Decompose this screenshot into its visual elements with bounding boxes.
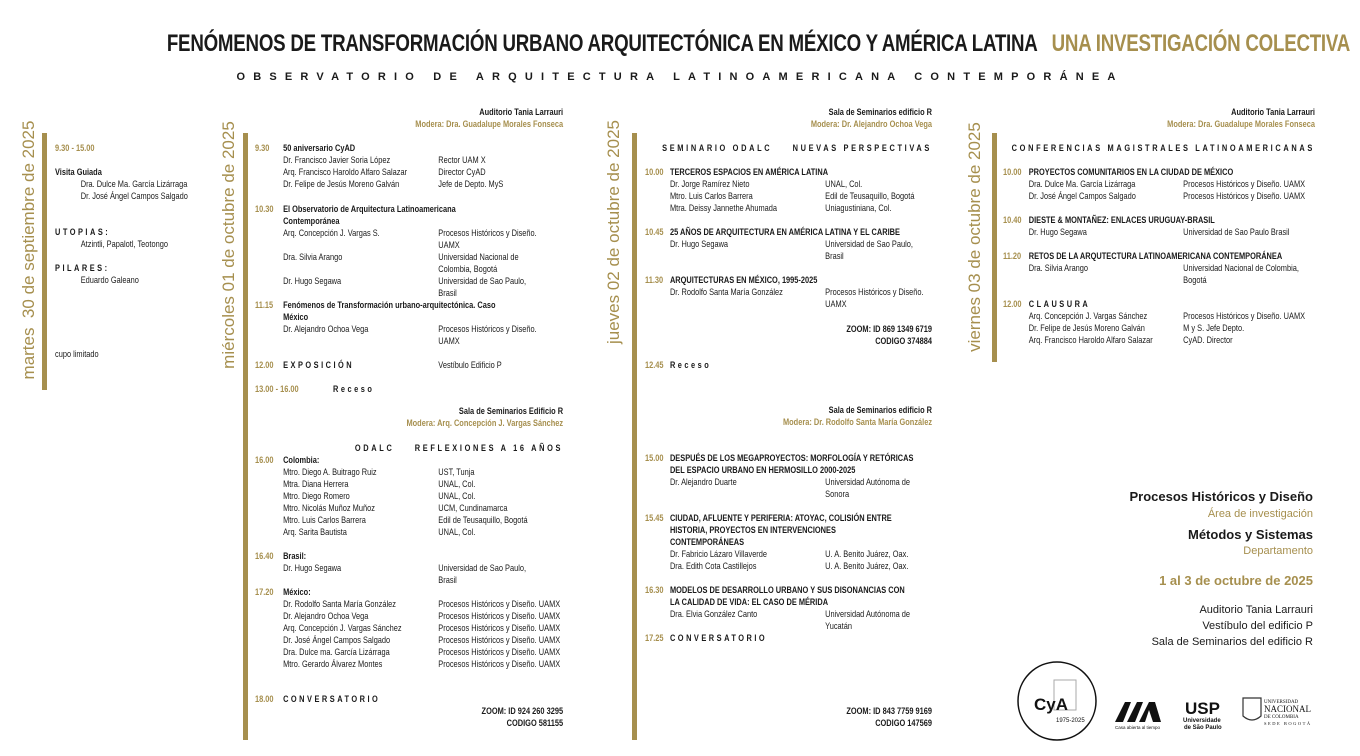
person-row: [55, 275, 242, 287]
person-affiliation: Procesos Históricos y Diseño. UAMX: [1183, 191, 1306, 202]
section-heading: [255, 443, 563, 455]
session-title-row: [645, 360, 932, 372]
session-title: Fenómenos de Transformación urbano-arquitectónica. Caso México: [283, 300, 496, 323]
session-time: 12.45: [645, 360, 664, 371]
section-heading-part: CONFERENCIAS MAGISTRALES LATINOAMERICANAS: [1011, 143, 1315, 154]
person-affiliation: Procesos Históricos y Diseño. UAMX: [438, 228, 537, 251]
person-affiliation: Procesos Históricos y Diseño. UAMX: [438, 635, 561, 646]
schedule-session: [645, 633, 932, 645]
person-row: [645, 203, 932, 215]
schedule-zoom: [645, 706, 932, 730]
title-main: FENÓMENOS DE TRANSFORMACIÓN URBANO ARQUITECTÓNICA EN MÉXICO Y AMÉRICA LATINA: [166, 30, 1038, 57]
person-name: Mtro. Diego A. Buitrago Ruiz: [283, 467, 377, 478]
person-name: Dr. Alejandro Duarte: [669, 477, 737, 488]
person-row: [255, 503, 563, 515]
session-time: 10.40: [1003, 215, 1022, 226]
session-title-row: [255, 551, 563, 563]
person-name: Arq. Concepción J. Vargas Sánchez: [1028, 311, 1148, 322]
person-affiliation: U. A. Benito Juárez, Oax.: [825, 549, 909, 560]
area-name: Procesos Históricos y Diseño: [1129, 489, 1313, 504]
schedule-heading: [645, 143, 932, 155]
day-column-4: [1003, 107, 1315, 347]
person-row: [1003, 263, 1315, 287]
person-affiliation: Universidad de Sao Paulo, Brasil: [825, 239, 913, 262]
person-name: Dr. Rodolfo Santa María González: [669, 287, 783, 298]
person-name: Dr. Hugo Segawa: [669, 239, 729, 250]
person-affiliation: UNAL, Col.: [438, 491, 476, 502]
person-name: Mtro. Luis Carlos Barrera: [283, 515, 366, 526]
unal-logo: [1240, 694, 1316, 728]
day-column-1: [55, 143, 242, 361]
note-text: cupo limitado: [55, 349, 99, 360]
area-label: Área de investigación: [1207, 508, 1313, 520]
person-name: Dr. José Ángel Campos Salgado: [1028, 191, 1136, 202]
person-row: [255, 276, 563, 300]
person-affiliation: Jefe de Depto. MyS: [438, 179, 504, 190]
session-time: 11.15: [255, 300, 274, 311]
section-heading-part: ODALC: [354, 443, 395, 454]
person-row: [645, 609, 932, 633]
person-row: [1003, 179, 1315, 191]
person-affiliation: Universidad de Sao Paulo, Brasil: [438, 276, 527, 299]
schedule-session: [255, 551, 563, 587]
person-row: [255, 515, 563, 527]
person-row: [255, 623, 563, 635]
person-affiliation: CyAD. Director: [1183, 335, 1233, 346]
session-time: 15.45: [645, 513, 664, 524]
zoom-id: ZOOM: ID 924 260 3295: [481, 706, 564, 717]
person-name: Dr. Francisco Javier Soria López: [283, 155, 391, 166]
person-affiliation: Procesos Históricos y Diseño. UAMX: [438, 623, 561, 634]
session-title: Receso: [333, 384, 375, 395]
person-row: [255, 155, 563, 167]
uam-logo: [1113, 698, 1163, 734]
person-row: [255, 659, 563, 671]
event-dates: 1 al 3 de octubre de 2025: [1159, 573, 1313, 588]
session-title: 50 aniversario CyAD: [283, 143, 356, 154]
schedule-session: [645, 360, 932, 372]
zoom-id: ZOOM: ID 843 7759 9169: [846, 706, 933, 717]
person-affiliation: UNAL, Col.: [825, 179, 863, 190]
venue-name: Auditorio Tania Larrauri: [479, 107, 564, 118]
session-title: CIUDAD, AFLUENTE Y PERIFERIA: ATOYAC, COLISIÓN ENTRE HISTORIA, PROYECTOS EN INTERVENCIONES CONTEMPORÁNEAS: [669, 513, 892, 548]
person-name: Dra. Silvia Arango: [1028, 263, 1089, 274]
person-name: Arq. Concepción J. Vargas Sánchez: [283, 623, 402, 634]
session-time: 16.00: [255, 455, 274, 466]
schedule-venue: [255, 107, 563, 131]
section-heading-part: NUEVAS PERSPECTIVAS: [792, 143, 933, 154]
schedule-session: [255, 455, 563, 539]
session-title-row: [255, 204, 563, 228]
unal-logo-line3: DE COLOMBIA: [1264, 715, 1299, 720]
session-title: TERCEROS ESPACIOS EN AMÉRICA LATINA: [669, 167, 829, 178]
venue-name: Sala de Seminarios Edificio R: [458, 406, 564, 417]
schedule-session: [645, 275, 932, 311]
person-affiliation: Universidad de Sao Paulo, Brasil: [438, 563, 527, 586]
person-name: Dr. Felipe de Jesús Moreno Galván: [1028, 323, 1145, 334]
person-affiliation: Edil de Teusaquillo, Bogotá: [438, 515, 528, 526]
person-affiliation: Universidad Nacional de Colombia, Bogotá: [1183, 263, 1299, 286]
usp-logo-text1: Universidade: [1183, 718, 1221, 724]
person-row: [55, 191, 242, 203]
schedule-text: [55, 349, 242, 361]
person-name: Dra. Dulce Ma. García Lizárraga: [80, 179, 188, 190]
session-title-row: [645, 227, 932, 239]
person-row: [255, 611, 563, 623]
schedule-session: [255, 694, 563, 706]
day-date-3: jueves 02 de octubre de 2025: [604, 120, 623, 345]
session-title-row: [1003, 215, 1315, 227]
session-title: Receso: [669, 360, 712, 371]
person-affiliation: Director CyAD: [438, 167, 486, 178]
schedule-heading: [1003, 143, 1315, 155]
session-title: México:: [283, 587, 311, 598]
schedule-session: [255, 300, 563, 348]
person-row: [255, 179, 563, 191]
person-affiliation: Universidad de Sao Paulo Brasil: [1183, 227, 1290, 238]
day-bar-3: [632, 133, 637, 740]
session-title-row: [255, 360, 563, 372]
session-title-row: [255, 300, 563, 324]
session-title: ARQUITECTURAS EN MÉXICO, 1995-2025: [669, 275, 818, 286]
cyad-logo-years: 1975-2025: [1056, 718, 1085, 724]
session-time: 17.20: [255, 587, 274, 598]
item-title-row: [55, 263, 242, 275]
session-title: CONVERSATORIO: [669, 633, 768, 644]
person-name: Dr. Hugo Segawa: [283, 276, 342, 287]
person-row: [255, 479, 563, 491]
person-name: Arq. Sarita Bautista: [283, 527, 347, 538]
person-row: [1003, 191, 1315, 203]
day-bar-4: [992, 133, 997, 362]
cyad-logo: [1016, 660, 1098, 742]
unal-logo-line4: SEDE BOGOTÁ: [1264, 721, 1312, 726]
department-name: Métodos y Sistemas: [1188, 527, 1313, 542]
person-name: Dr. Alejandro Ochoa Vega: [283, 611, 369, 622]
usp-logo-text2: de São Paulo: [1184, 725, 1222, 731]
person-row: [255, 324, 563, 348]
unal-logo-line1: UNIVERSIDAD: [1264, 700, 1299, 705]
session-time: 11.30: [645, 275, 664, 286]
session-place: Vestíbulo Edificio P: [438, 360, 502, 371]
item-title: Visita Guiada: [55, 167, 102, 178]
session-time: 10.45: [645, 227, 664, 238]
person-affiliation: Procesos Históricos y Diseño. UAMX: [825, 287, 924, 310]
schedule-venue: [645, 107, 932, 131]
person-row: [255, 228, 563, 252]
schedule-session: [645, 513, 932, 573]
person-affiliation: Edil de Teusaquillo, Bogotá: [825, 191, 915, 202]
person-name: Dra. Dulce ma. García Lizárraga: [283, 647, 390, 658]
session-title-row: [645, 633, 932, 645]
person-row: [255, 527, 563, 539]
zoom-code: CODIGO 581155: [506, 718, 564, 729]
session-title: DESPUÉS DE LOS MEGAPROYECTOS: MORFOLOGÍA Y RETÓRICAS DEL ESPACIO URBANO EN HERMOSILLO 2000-2025: [669, 453, 914, 476]
person-name: Dr. Hugo Segawa: [283, 563, 342, 574]
day-column-2: [255, 107, 563, 730]
zoom-code: CODIGO 147569: [875, 718, 933, 729]
schedule-session: [255, 143, 563, 191]
person-row: [255, 563, 563, 587]
person-row: [1003, 323, 1315, 335]
person-affiliation: Procesos Históricos y Diseño. UAMX: [438, 647, 561, 658]
person-row: [1003, 227, 1315, 239]
person-name: Dr. Alejandro Ochoa Vega: [283, 324, 369, 335]
schedule-session: [255, 587, 563, 671]
session-title-row: [255, 694, 563, 706]
moderator: Modera: Dra. Guadalupe Morales Fonseca: [415, 119, 564, 130]
uam-logo-text: Casa abierta al tiempo: [1115, 725, 1161, 730]
session-title: Colombia:: [283, 455, 320, 466]
schedule-session: [645, 453, 932, 501]
person-name: Dr. Felipe de Jesús Moreno Galván: [283, 179, 400, 190]
session-time: 13.00 - 16.00: [255, 384, 299, 395]
schedule-venue: [1003, 107, 1315, 131]
person-name: Mtra. Deissy Jannethe Ahumada: [669, 203, 778, 214]
person-row: [55, 239, 242, 251]
person-row: [255, 252, 563, 276]
person-name: Dr. Rodolfo Santa María González: [283, 599, 396, 610]
person-affiliation: M y S. Jefe Depto.: [1183, 323, 1245, 334]
schedule-session: [645, 227, 932, 263]
schedule-item: [55, 227, 242, 251]
section-heading-part: SEMINARIO ODALC: [662, 143, 773, 154]
session-title-row: [1003, 167, 1315, 179]
session-time: 16.30: [645, 585, 664, 596]
person-name: Dra. Silvia Arango: [283, 252, 343, 263]
person-name: Dr. Jorge Ramírez Nieto: [669, 179, 750, 190]
person-affiliation: Procesos Históricos y Diseño. UAMX: [1183, 179, 1306, 190]
person-name: Eduardo Galeano: [80, 275, 139, 286]
person-affiliation: Uniagustiniana, Col.: [825, 203, 892, 214]
person-name: Dra. Edith Cota Castillejos: [669, 561, 757, 572]
session-title: PROYECTOS COMUNITARIOS EN LA CIUDAD DE MÉXICO: [1028, 167, 1234, 178]
schedule-session: [255, 360, 563, 372]
session-time: 9.30 - 15.00: [55, 143, 95, 154]
session-title: RETOS DE LA ARQUTECTURA LATINOAMERICANA CONTEMPORÁNEA: [1028, 251, 1283, 262]
schedule-session: [1003, 251, 1315, 287]
person-name: Dr. Fabricio Lázaro Villaverde: [669, 549, 768, 560]
person-row: [255, 491, 563, 503]
moderator: Modera: Dra. Guadalupe Morales Fonseca: [1167, 119, 1315, 130]
day-bar-2: [243, 133, 248, 740]
person-name: Mtro. Diego Romero: [283, 491, 350, 502]
schedule-session: [255, 204, 563, 300]
person-affiliation: Procesos Históricos y Diseño. UAMX: [438, 659, 561, 670]
schedule-venue: [645, 405, 932, 429]
cyad-logo-text: CyA: [1034, 695, 1069, 714]
venue-2: Vestíbulo del edificio P: [1202, 620, 1313, 632]
person-row: [255, 635, 563, 647]
day-bar-1: [42, 133, 47, 390]
session-time: 9.30: [255, 143, 270, 154]
person-affiliation: Universidad Autónoma de Yucatán: [825, 609, 911, 632]
session-time: 10.00: [1003, 167, 1022, 178]
venue-name: Sala de Seminarios edificio R: [828, 107, 933, 118]
person-name: Dr. José Ángel Campos Salgado: [283, 635, 391, 646]
person-row: [645, 239, 932, 263]
session-time: 18.00: [255, 694, 274, 705]
moderator: Modera: Dr. Alejandro Ochoa Vega: [810, 119, 933, 130]
schedule-session: [645, 585, 932, 633]
person-row: [255, 599, 563, 611]
session-title: CLAUSURA: [1028, 299, 1091, 310]
unal-logo-line2: NACIONAL: [1264, 704, 1311, 714]
person-name: Arq. Concepción J. Vargas S.: [283, 228, 380, 239]
session-title-row: [255, 455, 563, 467]
usp-logo: [1182, 698, 1226, 732]
note-row: [55, 349, 242, 361]
session-title: CONVERSATORIO: [283, 694, 381, 705]
session-time: 17.25: [645, 633, 664, 644]
schedule-zoom: [255, 706, 563, 730]
person-affiliation: Procesos Históricos y Diseño. UAMX: [438, 599, 561, 610]
moderator: Modera: Arq. Concepción J. Vargas Sánchez: [406, 418, 564, 429]
person-name: Mtro. Gerardo Álvarez Montes: [283, 659, 383, 670]
session-title-row: [1003, 251, 1315, 263]
title-accent: UNA INVESTIGACIÓN COLECTIVA: [1051, 30, 1351, 57]
person-affiliation: UNAL, Col.: [438, 527, 476, 538]
venue-name: Auditorio Tania Larrauri: [1231, 107, 1315, 118]
person-affiliation: Procesos Históricos y Diseño. UAMX: [1183, 311, 1306, 322]
schedule-zoom: [645, 324, 932, 348]
session-time: 10.00: [645, 167, 664, 178]
session-title-row: [645, 453, 932, 477]
person-name: Arq. Francisco Haroldo Alfaro Salazar: [283, 167, 408, 178]
zoom-code: CODIGO 374884: [875, 336, 933, 347]
session-title-row: [645, 513, 932, 549]
session-title-row: [645, 275, 932, 287]
day-date-2: miércoles 01 de octubre de 2025: [219, 121, 238, 369]
person-row: [1003, 335, 1315, 347]
person-name: Atzintli, Papalotl, Teotongo: [80, 239, 168, 250]
session-title-row: [645, 167, 932, 179]
person-name: Dr. Hugo Segawa: [1028, 227, 1087, 238]
person-affiliation: Procesos Históricos y Diseño. UAMX: [438, 611, 561, 622]
section-heading-part: REFLEXIONES A 16 AÑOS: [414, 443, 564, 454]
session-time: 12.00: [1003, 299, 1022, 310]
session-title-row: [255, 384, 563, 396]
page-subtitle: OBSERVATORIO DE ARQUITECTURA LATINOAMERICANA CONTEMPORÁNEA: [236, 71, 1124, 83]
person-name: Dra. Dulce Ma. García Lizárraga: [1028, 179, 1136, 190]
session-title-row: [255, 143, 563, 155]
item-title-row: [55, 227, 242, 239]
person-affiliation: Procesos Históricos y Diseño. UAMX: [438, 324, 537, 347]
schedule-session: [645, 167, 932, 215]
schedule-session: [255, 384, 563, 396]
person-row: [645, 287, 932, 311]
session-title-row: [1003, 299, 1315, 311]
person-name: Mtra. Diana Herrera: [283, 479, 349, 490]
session-title: El Observatorio de Arquitectura Latinoamericana Contemporánea: [283, 204, 456, 227]
item-title-row: [55, 167, 242, 179]
person-name: Dr. José Ángel Campos Salgado: [80, 191, 188, 202]
day-date-4: viernes 03 de octubre de 2025: [965, 122, 984, 352]
session-title: DIESTE & MONTAÑEZ: ENLACES URUGUAY-BRASIL: [1028, 215, 1215, 226]
schedule-item: [55, 263, 242, 287]
person-name: Dra. Elvia González Canto: [669, 609, 758, 620]
usp-logo-mark: USP: [1185, 699, 1220, 718]
person-affiliation: Universidad Autónoma de Sonora: [825, 477, 911, 500]
schedule-session: [1003, 299, 1315, 347]
person-row: [645, 561, 932, 573]
session-title: 25 AÑOS DE ARQUITECTURA EN AMÉRICA LATINA Y EL CARIBE: [669, 227, 900, 238]
day-date-1: martes 30 de septiembre de 2025: [19, 120, 38, 380]
session-title: MODELOS DE DESARROLLO URBANO Y SUS DISONANCIAS CON LA CALIDAD DE VIDA: EL CASO DE MÉRIDA: [669, 585, 905, 608]
time-row: [55, 143, 242, 155]
person-row: [255, 467, 563, 479]
venue-1: Auditorio Tania Larrauri: [1199, 604, 1313, 616]
section-heading: [645, 143, 932, 155]
session-title-row: [645, 585, 932, 609]
person-row: [645, 549, 932, 561]
venue-3: Sala de Seminarios del edificio R: [1151, 636, 1313, 648]
person-name: Mtro. Nicolás Muñoz Muñoz: [283, 503, 375, 514]
person-row: [55, 179, 242, 191]
session-title-row: [255, 587, 563, 599]
page-title: [0, 30, 1360, 58]
schedule-session: [1003, 215, 1315, 239]
person-row: [645, 191, 932, 203]
moderator: Modera: Dr. Rodolfo Santa María González: [782, 417, 933, 428]
zoom-id: ZOOM: ID 869 1349 6719: [846, 324, 933, 335]
session-title: Brasil:: [283, 551, 307, 562]
person-affiliation: Universidad Nacional de Colombia, Bogotá: [438, 252, 519, 275]
person-row: [645, 477, 932, 501]
person-affiliation: Rector UAM X: [438, 155, 486, 166]
person-row: [645, 179, 932, 191]
person-affiliation: U. A. Benito Juárez, Oax.: [825, 561, 909, 572]
session-time: 12.00: [255, 360, 274, 371]
person-affiliation: UST, Tunja: [438, 467, 475, 478]
session-time: 15.00: [645, 453, 664, 464]
schedule-heading: [255, 443, 563, 455]
department-label: Departamento: [1243, 545, 1313, 557]
person-row: [1003, 311, 1315, 323]
person-affiliation: UCM, Cundinamarca: [438, 503, 508, 514]
session-title: EXPOSICIÓN: [283, 360, 355, 371]
section-heading: [1003, 143, 1315, 155]
schedule-venue: [255, 406, 563, 430]
person-affiliation: UNAL, Col.: [438, 479, 476, 490]
schedule-time: [55, 143, 242, 155]
item-title: PILARES:: [55, 263, 110, 274]
item-title: UTOPIAS:: [55, 227, 111, 238]
person-name: Mtro. Luis Carlos Barrera: [669, 191, 753, 202]
venue-name: Sala de Seminarios edificio R: [828, 405, 933, 416]
schedule-session: [1003, 167, 1315, 203]
person-name: Arq. Francisco Haroldo Alfaro Salazar: [1028, 335, 1153, 346]
session-time: 10.30: [255, 204, 274, 215]
session-time: 11.20: [1003, 251, 1022, 262]
person-row: [255, 167, 563, 179]
person-row: [255, 647, 563, 659]
session-time: 16.40: [255, 551, 274, 562]
schedule-item: [55, 167, 242, 203]
day-column-3: [645, 107, 932, 730]
